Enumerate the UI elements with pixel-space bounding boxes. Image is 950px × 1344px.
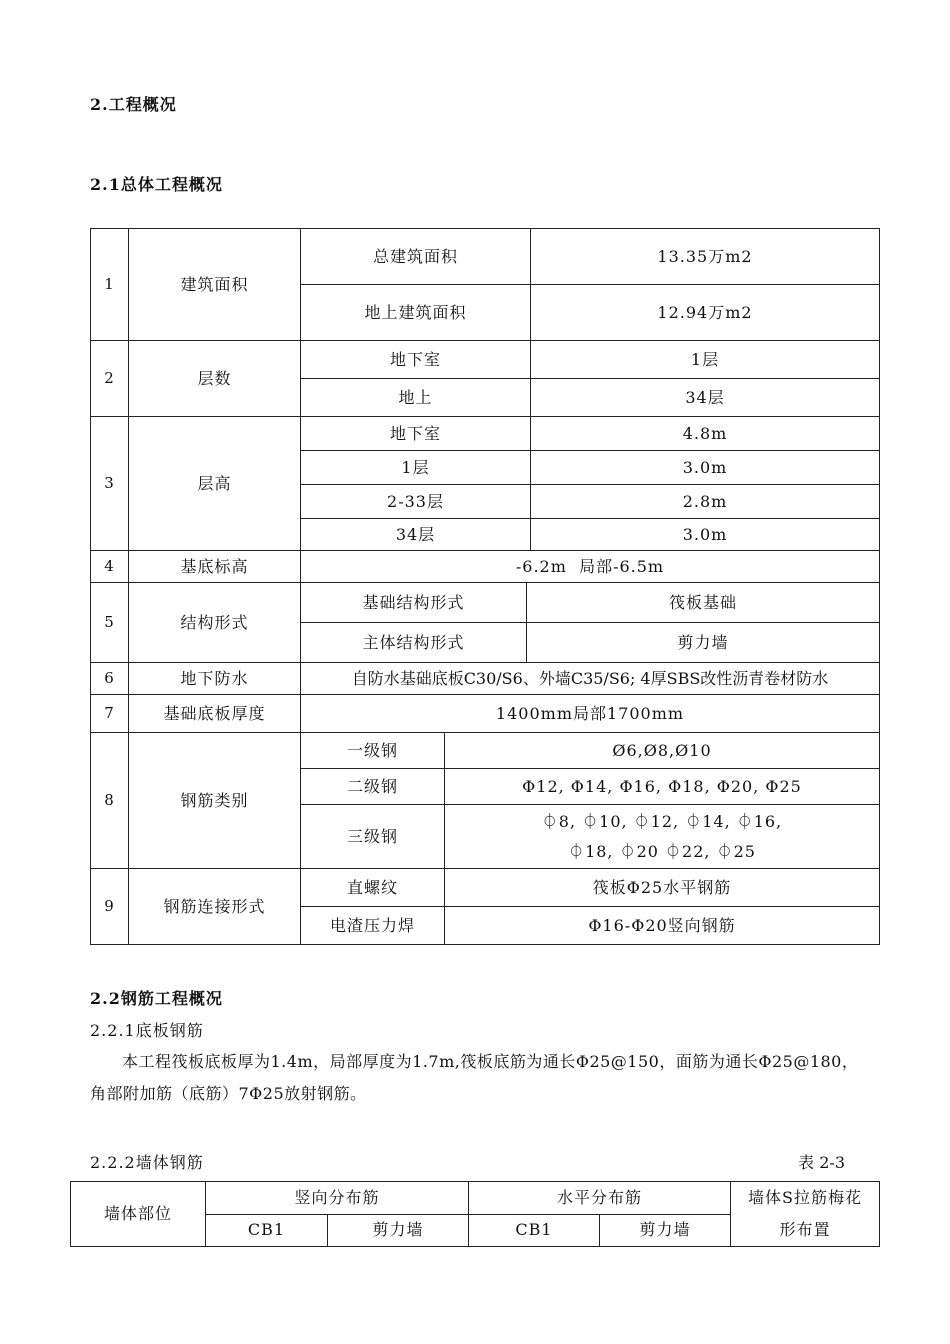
cell-label: 二级钢 [301, 769, 445, 805]
table-number: 表 2-3 [798, 1153, 845, 1172]
col-vertical-bars: 竖向分布筋 [206, 1182, 469, 1215]
row-no: 5 [91, 583, 129, 663]
cell-label: 直螺纹 [301, 869, 445, 907]
cell-value: 4.8m [531, 417, 880, 451]
sub-shearwall-horizontal: 剪力墙 [600, 1214, 731, 1247]
cell-label: 地下室 [301, 341, 531, 379]
heading-2-2-2: 2.2.2墙体钢筋 [90, 1153, 204, 1172]
cell-value: 筏板Φ25水平钢筋 [445, 869, 880, 907]
cell-label: 总建筑面积 [301, 229, 531, 285]
heading-2: 2.工程概况 [90, 95, 177, 114]
cell-label: 主体结构形式 [301, 623, 527, 663]
heading-2-1: 2.1总体工程概况 [90, 175, 223, 194]
cell-value: 剪力墙 [527, 623, 880, 663]
cell-label: 地上建筑面积 [301, 285, 531, 341]
row-name: 基底标高 [129, 551, 301, 583]
heading-2-2-1: 2.2.1底板钢筋 [90, 1021, 204, 1040]
row-no: 6 [91, 663, 129, 695]
row-name: 层高 [129, 417, 301, 551]
overview-table [90, 228, 880, 945]
row-name: 钢筋连接形式 [129, 869, 301, 945]
cell-value: 1400mm局部1700mm [301, 695, 880, 733]
col-wall-position: 墙体部位 [71, 1182, 206, 1247]
cell-value: Φ16-Φ20竖向钢筋 [445, 907, 880, 945]
grade3-line-1: ⏀8, ⏀10, ⏀12, ⏀14, ⏀16, [541, 811, 783, 831]
cell-value: 3.0m [531, 519, 880, 551]
cell-label: 1层 [301, 451, 531, 485]
cell-value: Ø6,Ø8,Ø10 [445, 733, 880, 769]
sub-shearwall-vertical: 剪力墙 [328, 1214, 469, 1247]
cell-value: 34层 [531, 379, 880, 417]
row-name: 钢筋类别 [129, 733, 301, 869]
cell-label: 34层 [301, 519, 531, 551]
col-tie-layout: 墙体S拉筋梅花形布置 [731, 1182, 880, 1247]
row-no: 2 [91, 341, 129, 417]
cell-label: 三级钢 [301, 805, 445, 869]
row-name: 层数 [129, 341, 301, 417]
row-no: 9 [91, 869, 129, 945]
row-no: 7 [91, 695, 129, 733]
row-no: 8 [91, 733, 129, 869]
sub-cb1-horizontal: CB1 [469, 1214, 600, 1247]
cell-label: 地上 [301, 379, 531, 417]
cell-label: 一级钢 [301, 733, 445, 769]
row-no: 4 [91, 551, 129, 583]
cell-label: 基础结构形式 [301, 583, 527, 623]
cell-value: Φ12, Φ14, Φ16, Φ18, Φ20, Φ25 [445, 769, 880, 805]
cell-label: 电渣压力焊 [301, 907, 445, 945]
cell-value: -6.2m 局部-6.5m [301, 551, 880, 583]
cell-value: 1层 [531, 341, 880, 379]
cell-value: 3.0m [531, 451, 880, 485]
cell-label: 2-33层 [301, 485, 531, 519]
row-no: 3 [91, 417, 129, 551]
sub-cb1-vertical: CB1 [206, 1214, 328, 1247]
grade3-line-2: ⏀18, ⏀20 ⏀22, ⏀25 [568, 841, 756, 861]
col-horizontal-bars: 水平分布筋 [469, 1182, 731, 1215]
heading-2-2: 2.2钢筋工程概况 [90, 989, 223, 1008]
row-name: 地下防水 [129, 663, 301, 695]
wall-table [70, 1181, 880, 1247]
row-no: 1 [91, 229, 129, 341]
cell-label: 地下室 [301, 417, 531, 451]
cell-value: 13.35万m2 [531, 229, 880, 285]
cell-value: 2.8m [531, 485, 880, 519]
row-name: 基础底板厚度 [129, 695, 301, 733]
cell-value [445, 805, 880, 869]
row-name: 建筑面积 [129, 229, 301, 341]
cell-value: 筏板基础 [527, 583, 880, 623]
cell-value: 自防水基础底板C30/S6、外墙C35/S6; 4厚SBS改性沥青卷材防水 [301, 663, 880, 695]
row-name: 结构形式 [129, 583, 301, 663]
body-paragraph: 本工程筏板底板厚为1.4m，局部厚度为1.7m,筏板底筋为通长Φ25@150，面筋为通长Φ25@180，角部附加筋（底筋）7Φ25放射钢筋。 [90, 1052, 859, 1103]
cell-value: 12.94万m2 [531, 285, 880, 341]
